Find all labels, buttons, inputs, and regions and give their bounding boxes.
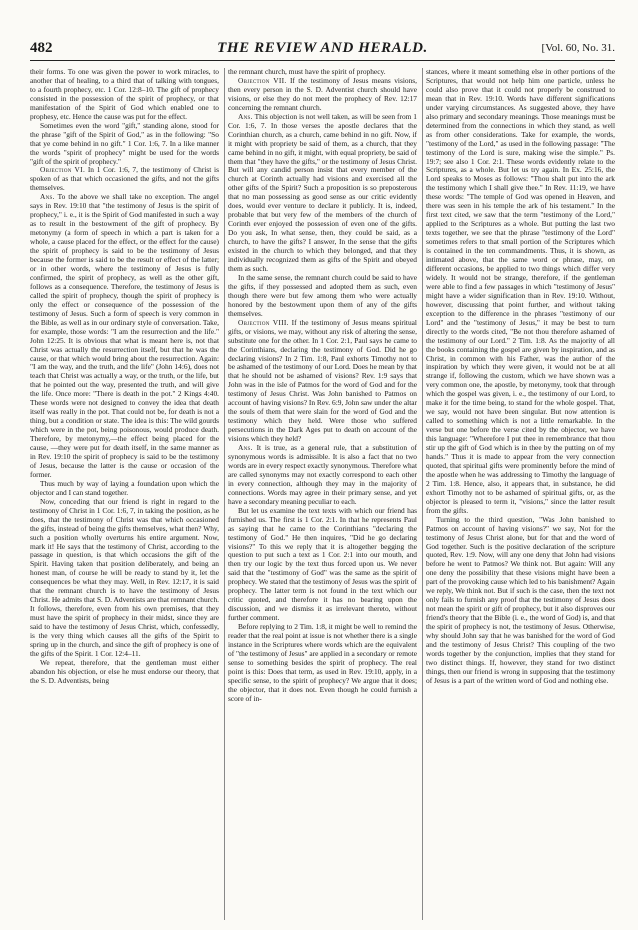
paragraph xyxy=(426,516,615,686)
paragraph-text: If the testimony of Jesus means spiritual gifts, or visions, we may, without any risk of altering the sense, substitute one for the other. In 1 Cor. 2:1, Paul says he came to the Corinthians, declaring the testimony of God. Did he go declaring visions? In 2 Tim. 1:8, Paul exhorts Timothy not to be ashamed of the testimony of our Lord. Does he mean by that that he should not be ashamed of visions? Rev. 1:9 says that John was in the isle of Patmos for the word of God and for the testimony of Jesus Christ. Was John banished to Patmos on account of having visions? In Rev. 6:9, John saw under the altar the souls of them that were slain for the word of God and the testimony which they held. Were those who suffered persecutions in the Dark Ages put to death on account of the visions which they held? xyxy=(228,317,417,444)
paragraph-text: their forms. To one was given the power to work miracles, to another that of healing, to a third that of talking with tongues, to a fourth prophecy, etc. 1 Cor. 12:8–10. The gift of prophecy consisted in the possession of the spirit of prophecy, or that manifestation of the Spirit of God which enabled one to prophesy, etc. Hence the cause was put for the effect. xyxy=(30,68,219,121)
paragraph-text: Turning to the third question, "Was John banished to Patmos on account of having visions?" we say, Not for the testimony of Jesus Christ alone, but for that and the word of God together. Such is the positive declaration of the scripture quoted, Rev. 1:9. Now, will any one deny that John had visions before he went to Patmos? We think not. But again: Will any one deny the possibility that these visions might have been a part of the provoking cause which led to his banishment? Again we reply, We think not. But if such is the case, then the text not only fails to furnish any proof that the testimony of Jesus does not mean the spirit or gift of prophecy, but it also disproves our friend's theory that the Bible (i. e., the word of God) is, and that the spirit of prophecy is not, the testimony of Jesus. Otherwise, why should John say that he was banished for the word of God and the testimony of Jesus Christ? This coupling of the two words together by the conjunction, implies that they stand for two distinct things. If, however, they stand for two distinct things, then our friend is wrong in supposing that the testimony of Jesus is a part of the written word of God and nothing else. xyxy=(426,514,615,685)
paragraph xyxy=(30,68,219,122)
column-3 xyxy=(426,68,615,920)
paragraph-text: In 1 Cor. 1:6, 7, the testimony of Christ is spoken of as that which occasioned the gifts, and not the gifts themselves. xyxy=(30,165,219,193)
paragraph xyxy=(30,498,219,659)
paragraph-text: Thus much by way of laying a foundation upon which the objector and I can stand together. xyxy=(30,478,219,497)
paragraph-text: Now, conceding that our friend is right in regard to the testimony of Christ in 1 Cor. 1:6, 7, in taking the position, as he does, that the testimony of Christ was that which occasioned the gifts, instead of being the gifts themselves, what then? Why, such a position wholly overturns his entire argument. Now, mark it! He says that the testimony of Christ, according to the passage in question, is that which occasions the gift of the Spirit. Having taken that position deliberately, and being an honest man, of course he will be ready to stand by it, let the consequences be what they may. Well, in Rev. 12:17, it is said that the remnant church is to have the testimony of Jesus Christ. He admits that S. D. Adventists are that remnant church. It follows, therefore, even from his own premises, that they must have the spirit of prophecy in their midst, since they are said to have the testimony of Jesus Christ, which, confessedly, is the very thing which causes all the gifts of the Spirit to spring up in the church, and since the gift of prophecy is one of the gifts of the Spirit. 1 Cor. 12:4–11. xyxy=(30,496,219,658)
paragraph xyxy=(228,623,417,704)
paragraph-text: the remnant church, must have the spirit of prophecy. xyxy=(228,68,386,76)
paragraph-label: Ans. xyxy=(40,192,55,202)
paragraph-label: Objection VII. xyxy=(238,75,287,85)
paragraph-text: To the above we shall take no exception. The angel says in Rev. 19:10 that "the testimony of Jesus is the spirit of prophecy," i. e., it is the Spirit of God manifested in such a way as to result in the bestowment of the gift of prophecy. By metonymy (a form of speech in which a part is taken for a whole, a cause placed for the effect, or the effect for the cause) the spirit of prophecy is said to be the testimony of Jesus because the former is said to be the result or effect of the latter; or in other words, where the testimony of Jesus is fully confirmed, the spirit of prophecy, as well as the other gift, follows as a consequence. Therefore, the testimony of Jesus is called the spirit of prophecy, though the spirit of prophecy is only the effect or consequence of the possession of the testimony of Jesus. Such a form of speech is very common in the Bible, as well as in our ordinary style of conversation. Take, for example, those words: "I am the resurrection and the life." John 12:25. It is obvious that what is meant here is, not that Christ was actually the resurrection itself, but that he was the cause, or that which would bring about the resurrection. Again: "I am the way, and the truth, and the life" (John 14:6), does not teach that Christ was actually a way, or the truth, or the life, but that he pointed out the way, presented the truth, and will give the life. Once more: "There is death in the pot." 2 Kings 4:40. These words were not designed to convey the idea that death itself was really in the pot. That could not be, for death is not a thing, but a condition or state. The idea is this: The wild gourds which were in the pot, being poisonous, would produce death. Therefore, by metonymy,—the effect being placed for the cause, —they were put for death itself, in the same manner as in Rev. 19:10 the spirit of prophecy is said to be the testimony of Jesus, because the latter is the cause or occasion of the former. xyxy=(30,192,219,479)
paragraph xyxy=(228,507,417,623)
paragraph-label: Objection VI. xyxy=(40,165,86,175)
column-1 xyxy=(30,68,219,920)
paragraph-label: Objection VIII. xyxy=(238,317,289,327)
paragraph-text: This objection is not well taken, as will be seen from 1 Cor. 1:6, 7. In those verses the apostle declares that the Corinthian church, as a church, came behind in no gift. Now, if it might with propriety be said of them, as a church, that they came behind in no gift, it might, with equal propriety, be said of them that "they have the gifts," or the testimony of Jesus Christ. But will any candid person insist that every member of the church at Corinth actually had visions and exercised all the other gifts of the Spirit? Such a proposition is so preposterous that no man possessing as good sense as our critic evidently does, would ever venture to declare it publicly. It is, indeed, probable that but very few of the members of the church of Corinth ever enjoyed the possession of even one of the gifts. Do you ask, In what sense, then, they could be said, as a church, to have the gifts? I answer, In the sense that the gifts existed in the church to which they belonged, and that they individually recognized them as gifts of the Spirit and obeyed them as such. xyxy=(228,111,417,273)
paragraph xyxy=(30,659,219,686)
article-body xyxy=(30,68,615,920)
issue-info: [Vol. 60, No. 31. xyxy=(541,42,615,54)
paragraph-label: Ans. xyxy=(238,443,253,453)
paragraph xyxy=(30,480,219,498)
paragraph xyxy=(30,166,219,193)
paragraph xyxy=(228,319,417,444)
paragraph xyxy=(228,274,417,319)
column-2 xyxy=(228,68,417,920)
paragraph xyxy=(228,444,417,507)
paragraph-text: Sometimes even the word "gift," standing alone, stood for the phrase "gift of the Spirit of God," as in the following: "So that ye come behind in no gift." 1 Cor. 1:6, 7. In a like manner the words "spirit of prophecy" might be used for the words "gift of the spirit of prophecy." xyxy=(30,120,219,166)
paragraph-text: It is true, as a general rule, that a substitution of synonymous words is admissible. It is also a fact that no two words are in every respect exactly synonymous. Therefore what are called synonyms may not exactly correspond to each other in every connection, although they may in the majority of connections. Words may agree in their primary sense, and yet have a secondary meaning peculiar to each. xyxy=(228,443,417,506)
paragraph-text: In the same sense, the remnant church could be said to have the gifts, if they possessed and adopted them as such, even though there were but few among them who were actually honored by the bestowment upon them of any of the gifts themselves. xyxy=(228,272,417,318)
journal-title: THE REVIEW AND HERALD. xyxy=(217,40,428,56)
paragraph xyxy=(30,193,219,480)
page-number: 482 xyxy=(30,40,53,56)
column-divider xyxy=(422,68,423,920)
paragraph xyxy=(426,68,615,516)
paragraph-text: If the testimony of Jesus means visions, then every person in the S. D. Adventist church should have visions, or else they do not meet the prophecy of Rev. 12:17 concerning the remnant church. xyxy=(228,75,417,112)
paragraph xyxy=(228,113,417,274)
paragraph-label: Ans. xyxy=(238,111,253,121)
paragraph-text: stances, where it meant something else in other portions of the Scriptures, that would not help him one particle, unless he could also prove that it could not properly be construed to mean that in Rev. 19:10. Words have different significations under varying circumstances. As suggested above, they have also primary and secondary meanings. Those meanings must be determined from the connections in which they stand, as well as from other considerations. Take for example, the words, "testimony of the Lord," as used in the following passage: "The testimony of the Lord is sure, making wise the simple." Ps. 19:7; see also 1 Cor. 2:1. These words evidently relate to the Scriptures, as a whole. But let us try again. In Ex. 25:16, the Lord speaks to Moses as follows: "Thou shalt put into the ark the testimony which I shall give thee." In Rev. 11:19, we have these words: "The temple of God was opened in Heaven, and there was seen in his temple the ark of his testament." In the first text cited, we saw that the term "testimony of the Lord," applied to the Scriptures as a whole. But putting the last two texts together, we see that the phrase "testimony of the Lord" sometimes refers to that small portion of the Scriptures which is contained in the ten commandments. Thus, it is shown, as intimated above, that the same word or phrase, may, on different occasions, be applied to two things which differ very widely. It would not be strange, therefore, if the gentleman were able to find a few passages in which "testimony of Jesus" might have a wider signification than in Rev. 19:10. Without, however, discussing that point further, and without taking exception to the difference in the phrases "testimony of our Lord" and the "testimony of Jesus," it may be best to turn directly to the words cited, "Be not thou therefore ashamed of the testimony of our Lord." 2 Tim. 1:8. As the majority of all the books containing the gospel are given by inspiration, and as Christ, in common with his Father, was the author of the inspiration by which they were given, it would not be at all strange if, following the custom, which we have shown was a very common one, the apostle, by metonymy, took that through which the gospel was given, i. e., the testimony of our Lord, to make it for the time being, to stand for the whole gospel. That, we say, would not have been singular. But now attention is called to something which is not a little remarkable. In the verse but one before the verse cited by the objector, we have this language: "Wherefore I put thee in remembrance that thou stir up the gift of God which is in thee by the putting on of my hands." Thus it is made to appear from the very connection quoted, that spiritual gifts were prominently before the mind of the apostle when he was addressing to Timothy the language of 2 Tim. 1:8. Hence, also, it appears that, in substance, he did exhort Timothy not to be ashamed of spiritual gifts, or, as the objector is pleased to term it, "visions," since the latter result from the gifts. xyxy=(426,68,615,515)
paragraph-text: Before replying to 2 Tim. 1:8, it might be well to remind the reader that the real point at issue is not whether there is a single instance in the Scriptures where words which are the equivalent of "the testimony of Jesus" are applied in a secondary or remote sense to something besides the spirit of prophecy. The real point is this: Does that term, as used in Rev. 19:10, apply, in a specific sense, to the spirit of prophecy? We argue that it does; the objector, that it does not. Even though he could furnish a score of in- xyxy=(228,622,417,703)
column-divider xyxy=(224,68,225,920)
paragraph xyxy=(30,122,219,167)
paragraph-text: But let us examine the text texts with which our friend has furnished us. The first is 1 Cor. 2:1. In that he represents Paul as saying that he came to the Corinthians "declaring the testimony of God." He then inquires, "Did he go declaring visions?" To this we reply that it is altogether begging the question to put such a text as 1 Cor. 2:1 into our mouth, and then try our logic by the text thus forced upon us. We never said that the "testimony of God" was the same as the spirit of prophecy. We stated that the testimony of Jesus was the spirit of prophecy. The latter term is not found in the text which our critic quoted, and therefore it has no bearing upon the discussion, and we dismiss it as irrelevant thereto, without further comment. xyxy=(228,505,417,623)
paragraph xyxy=(228,77,417,113)
page-header xyxy=(30,38,615,61)
paragraph-text: We repeat, therefore, that the gentleman must either abandon his objection, or else he must endorse our theory, that the S. D. Adventists, being xyxy=(30,657,219,685)
